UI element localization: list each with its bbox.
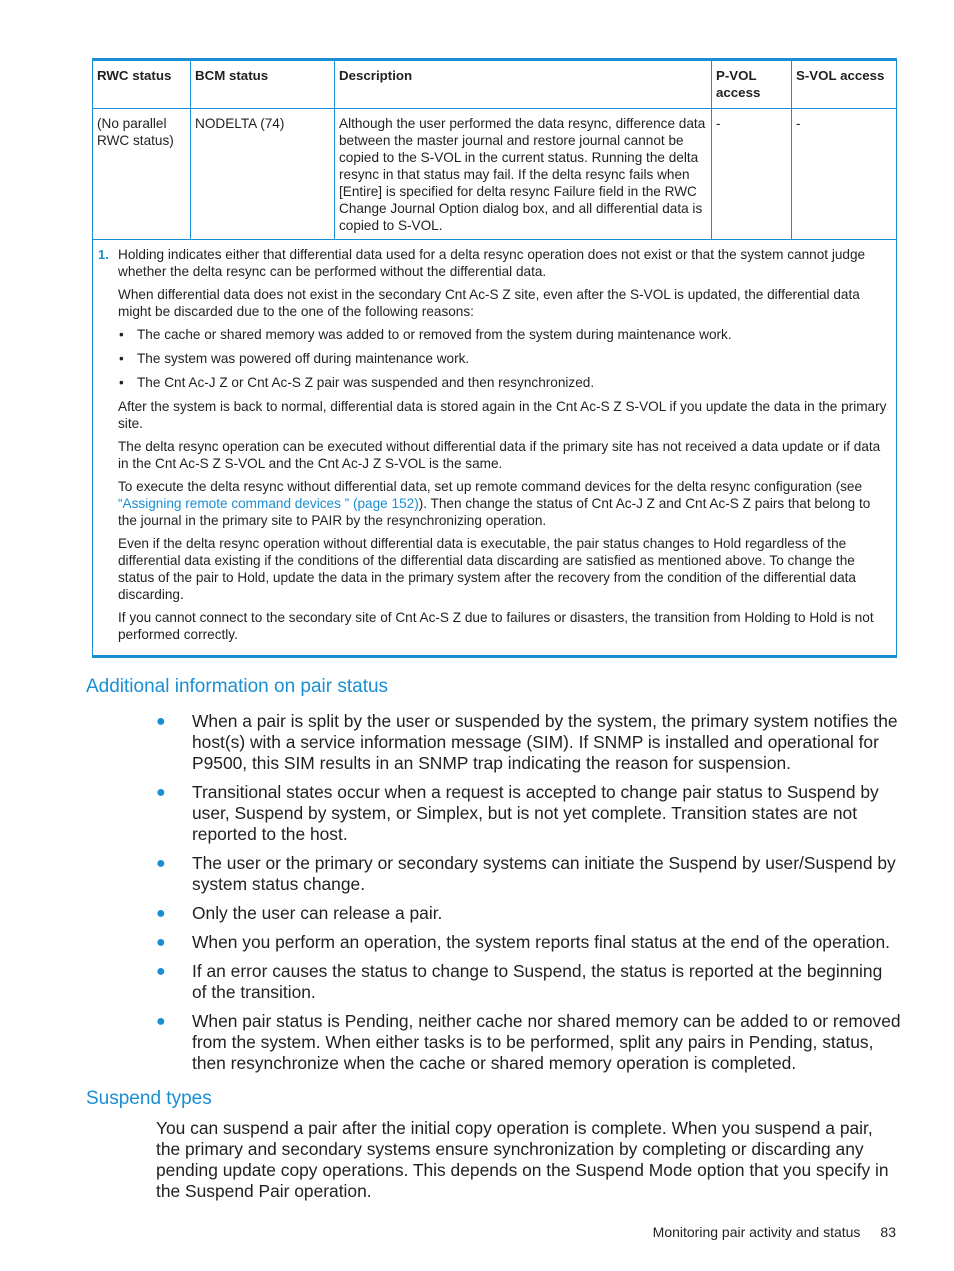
section-heading: Suspend types xyxy=(86,1088,212,1109)
header-pvol-access: P-VOL access xyxy=(711,61,791,108)
list-item-text: Only the user can release a pair. xyxy=(192,903,443,923)
footnote-bullet-list xyxy=(118,326,890,391)
list-item xyxy=(156,782,901,845)
list-item xyxy=(156,903,901,924)
header-rwc-status: RWC status xyxy=(97,68,172,83)
list-item-text: The Cnt Ac-J Z or Cnt Ac-S Z pair was suspended and then resynchronized. xyxy=(137,375,595,390)
bullet-icon: ● xyxy=(156,784,166,801)
list-item-text: The cache or shared memory was added to or removed from the system during maintenance work. xyxy=(137,327,732,342)
header-bcm-status: BCM status xyxy=(190,61,334,108)
footer-title: Monitoring pair activity and status xyxy=(652,1224,861,1240)
list-item xyxy=(156,711,901,774)
list-item xyxy=(118,374,890,391)
cell-description: Although the user performed the data resync, difference data between the master journal and restore journal cannot be copied to the S-VOL in the current status. Running the delta resync in that status may fail. If the delta resync fails when [Entire] is specified for delta resync Failure field in the RWC Change Journal Option dialog box, and all differential data is copied to S-VOL. xyxy=(334,109,711,239)
footnote-paragraph xyxy=(118,478,890,529)
bullet-icon: ● xyxy=(156,855,166,872)
list-item-text: When pair status is Pending, neither cache nor shared memory can be added to or removed from the system. When either tasks is to be performed, split any pairs in Pending, status, then resynchronize when the cache or shared memory operation is completed. xyxy=(192,1011,901,1073)
cross-reference-link[interactable]: “Assigning remote command devices ” (page 152) xyxy=(118,496,419,511)
bullet-icon: • xyxy=(119,327,124,342)
bullet-icon: • xyxy=(119,351,124,366)
table-footnote xyxy=(93,239,896,655)
bullet-icon: ● xyxy=(156,713,166,730)
table-row xyxy=(93,108,896,239)
page-number: 83 xyxy=(880,1224,896,1240)
bullet-icon: • xyxy=(119,375,124,390)
cell-rwc-status: (No parallel RWC status) xyxy=(97,116,174,148)
footnote-text: To execute the delta resync without differential data, set up remote command devices for the delta resync configuration (see xyxy=(118,479,863,494)
cell-bcm-status: NODELTA (74) xyxy=(190,109,334,239)
footnote-paragraph: Even if the delta resync operation without differential data is executable, the pair status changes to Hold regardless of the differential data existing if the conditions of the differential data discarding are satisfied as mentioned above. To change the status of the pair to Hold, update the data in the primary system after the recovery from the condition of the differential data discarding. xyxy=(118,536,856,602)
list-item-text: Transitional states occur when a request is accepted to change pair status to Suspend by user, Suspend by system, or Simplex, but is not yet complete. Transition states are not reported to the host. xyxy=(192,782,879,844)
bullet-icon: ● xyxy=(156,934,166,951)
list-item xyxy=(156,961,901,1003)
footnote-paragraph: The delta resync operation can be executed without differential data if the primary site has not received a data update or if data in the Cnt Ac-S Z S-VOL and the Cnt Ac-J Z S-VOL is the same. xyxy=(118,439,881,471)
body-paragraph: You can suspend a pair after the initial copy operation is complete. When you suspend a pair, the primary and secondary systems ensure synchronization by completing or discarding any pending update copy operations. This depends on the Suspend Mode option that you specify in the Suspend Pair operation. xyxy=(156,1118,889,1201)
list-item-text: When a pair is split by the user or suspended by the system, the primary system notifies the host(s) with a service information message (SIM). If SNMP is installed and operational for P9500, this SIM results in an SNMP trap indicating the reason for suspension. xyxy=(192,711,898,773)
footnote-paragraph: If you cannot connect to the secondary site of Cnt Ac-S Z due to failures or disasters, the transition from Holding to Hold is not performed correctly. xyxy=(118,610,874,642)
footnote-number: 1. xyxy=(98,247,109,262)
list-item-text: When you perform an operation, the system reports final status at the end of the operation. xyxy=(192,932,890,952)
list-item-text: The user or the primary or secondary systems can initiate the Suspend by user/Suspend by system status change. xyxy=(192,853,896,894)
bullet-icon: ● xyxy=(156,1013,166,1030)
bullet-icon: ● xyxy=(156,963,166,980)
list-item xyxy=(118,326,890,343)
list-item xyxy=(156,853,901,895)
header-svol-access: S-VOL access xyxy=(791,61,896,108)
footnote-text: ). Then change the status of Cnt Ac-J Z and Cnt Ac-S Z pairs that belong to the journal in the primary site to PAIR by the resynchronizing operation. xyxy=(118,496,871,528)
list-item xyxy=(118,350,890,367)
list-item xyxy=(156,932,901,953)
bullet-icon: ● xyxy=(156,905,166,922)
list-item xyxy=(156,1011,901,1074)
list-item-text: The system was powered off during maintenance work. xyxy=(137,351,470,366)
footnote-paragraph: Holding indicates either that differential data used for a delta resync operation does not exist or that the system cannot judge whether the delta resync can be performed without the differential data. xyxy=(118,247,866,279)
cell-svol-access: - xyxy=(791,109,896,239)
footnote-paragraph: When differential data does not exist in the secondary Cnt Ac-S Z site, even after the S-VOL is updated, the differential data might be discarded due to the one of the following reasons: xyxy=(118,287,860,319)
pair-status-bullet-list xyxy=(156,711,901,1082)
section-heading: Additional information on pair status xyxy=(86,676,389,697)
status-table xyxy=(92,58,897,658)
cell-pvol-access: - xyxy=(711,109,791,239)
page-footer xyxy=(653,1224,896,1240)
header-description: Description xyxy=(334,61,711,108)
table-header-row xyxy=(93,61,896,108)
list-item-text: If an error causes the status to change to Suspend, the status is reported at the beginning of the transition. xyxy=(192,961,883,1002)
footnote-paragraph: After the system is back to normal, differential data is stored again in the Cnt Ac-S Z S-VOL if you update the data in the primary site. xyxy=(118,399,887,431)
